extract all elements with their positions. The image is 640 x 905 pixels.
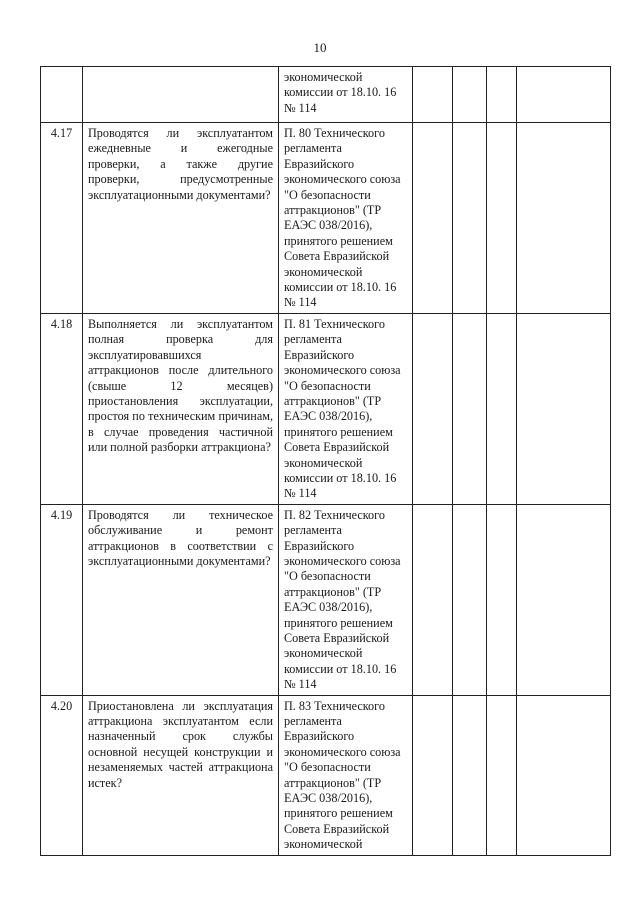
question-text [83, 67, 279, 123]
answer-cell [453, 313, 487, 504]
reference-line: ЕАЭС 038/2016), [284, 791, 373, 806]
table-row [41, 313, 611, 504]
reference-line: П. 80 Технического [284, 126, 385, 140]
answer-cell [517, 504, 611, 695]
item-number: 4.18 [41, 313, 83, 504]
reference-line: аттракционов" (ТР [284, 203, 382, 218]
reference-line: П. 81 Технического [284, 316, 385, 331]
reference-line: Евразийского [284, 347, 355, 362]
answer-cell [413, 504, 453, 695]
reference-line: ЕАЭС 038/2016), [284, 218, 373, 233]
answer-cell [487, 695, 517, 855]
item-number [41, 67, 83, 123]
answer-cell [517, 123, 611, 314]
checklist-table [40, 66, 611, 856]
reference-line: экономической [284, 70, 363, 84]
reference-line: комиссии от 18.10. 16 [284, 470, 397, 485]
answer-cell [453, 695, 487, 855]
question-text: Приостановлена ли эксплуатация аттракциона эксплуатантом если назначенный срок службы основной несущей конструкции и незаменяемых частей аттракциона истек? [83, 695, 279, 855]
answer-cell [487, 504, 517, 695]
answer-cell [453, 67, 487, 123]
reference-line: экономической [284, 264, 363, 279]
reference-line: аттракционов" (ТР [284, 775, 382, 790]
table-row [41, 504, 611, 695]
reference-line: "О безопасности [284, 187, 371, 202]
reference-line: принятого решением [284, 424, 393, 439]
reference-line: ЕАЭС 038/2016), [284, 409, 373, 424]
question-text: Выполняется ли эксплуатантом полная проверка для эксплуатировавшихся аттракционов после длительного (свыше 12 месяцев) приостановления эксплуатации, простоя по техническим причинам, в случае проведения частичной или полной разборки аттракциона? [83, 313, 279, 504]
answer-cell [413, 123, 453, 314]
question-text: Проводятся ли эксплуатантом ежедневные и ежегодные проверки, а также другие проверки, предусмотренные эксплуатационными документами? [83, 123, 279, 314]
reference-line: Евразийского [284, 156, 355, 171]
question-text: Проводятся ли техническое обслуживание и ремонт аттракционов в соответствии с эксплуатационными документами? [83, 504, 279, 695]
table-row [41, 123, 611, 314]
legal-reference [279, 123, 413, 314]
page-number: 10 [313, 40, 327, 55]
legal-reference [279, 504, 413, 695]
reference-line: Совета Евразийской [284, 440, 390, 455]
reference-line: ЕАЭС 038/2016), [284, 600, 373, 615]
reference-line: Совета Евразийской [284, 249, 390, 264]
reference-line: № 114 [284, 295, 317, 310]
reference-line: Евразийского [284, 538, 355, 553]
reference-line: экономического союза [284, 172, 401, 187]
reference-line: регламента [284, 332, 342, 347]
reference-line: "О безопасности [284, 378, 371, 393]
reference-line: экономического союза [284, 744, 401, 759]
reference-line: № 114 [284, 100, 317, 115]
answer-cell [413, 67, 453, 123]
answer-cell [517, 313, 611, 504]
item-number: 4.20 [41, 695, 83, 855]
legal-reference [279, 67, 413, 123]
reference-line: Совета Евразийской [284, 631, 390, 645]
answer-cell [453, 504, 487, 695]
reference-line: экономического союза [284, 553, 401, 568]
reference-line: аттракционов" (ТР [284, 584, 382, 599]
reference-line: № 114 [284, 486, 317, 501]
answer-cell [487, 313, 517, 504]
reference-line: принятого решением [284, 615, 393, 630]
answer-cell [413, 695, 453, 855]
legal-reference [279, 313, 413, 504]
reference-line: экономической [284, 646, 363, 661]
reference-line: комиссии от 18.10. 16 [284, 280, 397, 295]
reference-line: экономической [284, 837, 363, 852]
reference-line: принятого решением [284, 806, 393, 821]
reference-line: комиссии от 18.10. 16 [284, 661, 397, 676]
reference-line: Евразийского [284, 729, 355, 744]
reference-line: принятого решением [284, 233, 393, 248]
reference-line: экономического союза [284, 363, 401, 378]
reference-line: регламента [284, 714, 342, 729]
reference-line: аттракционов" (ТР [284, 393, 382, 408]
reference-line: "О безопасности [284, 569, 371, 584]
table-row [41, 695, 611, 855]
reference-line: "О безопасности [284, 760, 371, 775]
answer-cell [517, 695, 611, 855]
reference-line: П. 82 Технического [284, 507, 385, 522]
reference-line: регламента [284, 141, 342, 156]
reference-line: комиссии от 18.10. 16 [284, 85, 397, 100]
item-number: 4.19 [41, 504, 83, 695]
answer-cell [487, 123, 517, 314]
answer-cell [487, 67, 517, 123]
reference-line: регламента [284, 523, 342, 538]
item-number: 4.17 [41, 123, 83, 314]
answer-cell [453, 123, 487, 314]
table-row [41, 67, 611, 123]
reference-line: № 114 [284, 677, 317, 692]
table-body [41, 67, 611, 856]
answer-cell [413, 313, 453, 504]
legal-reference [279, 695, 413, 855]
reference-line: П. 83 Технического [284, 698, 385, 713]
reference-line: экономической [284, 455, 363, 470]
reference-line: Совета Евразийской [284, 821, 390, 836]
answer-cell [517, 67, 611, 123]
